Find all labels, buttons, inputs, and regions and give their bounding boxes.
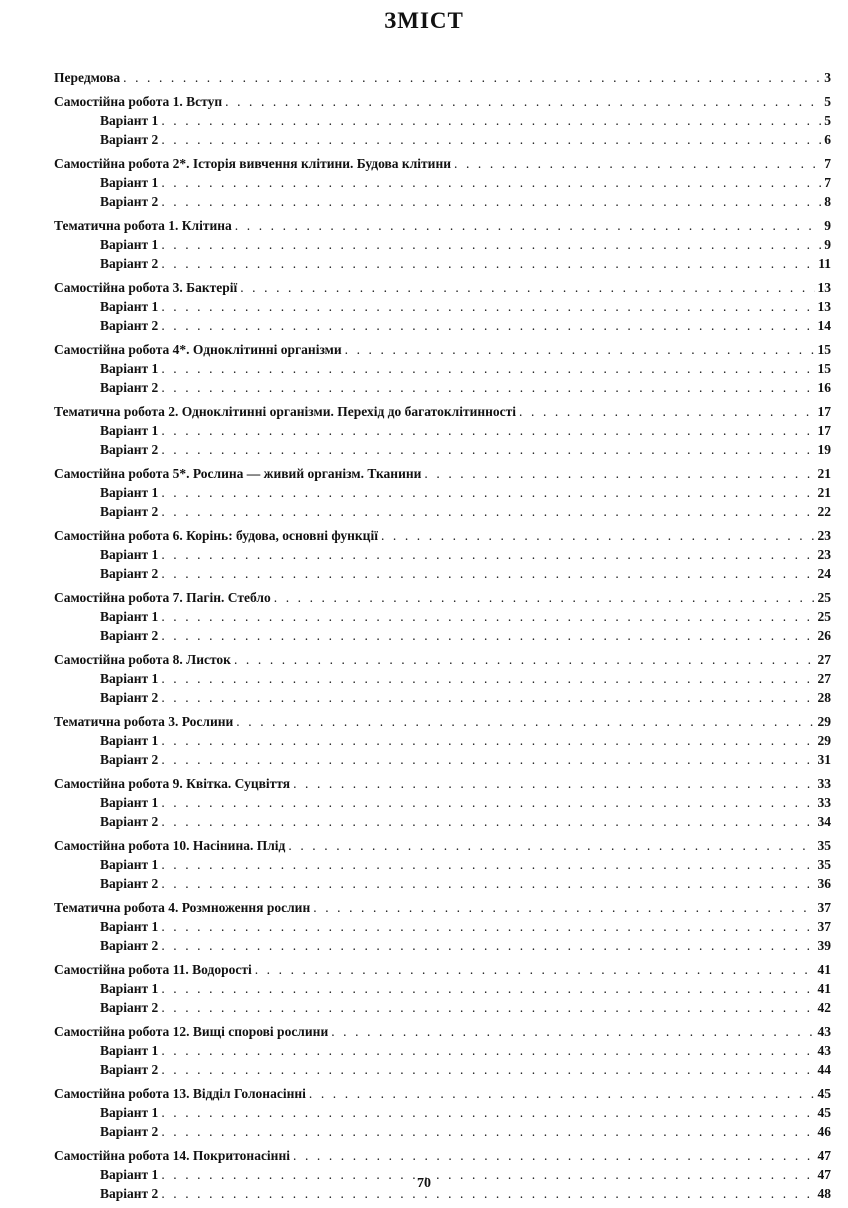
toc-page-number: 11 bbox=[818, 256, 831, 271]
toc-subentry[interactable] bbox=[54, 545, 831, 564]
toc-subentry[interactable] bbox=[54, 359, 831, 378]
toc-subentry-label: Варіант 2 bbox=[100, 318, 159, 333]
toc-entry-label: Самостійна робота 2*. Історія вивчення клітини. Будова клітини bbox=[54, 156, 452, 171]
toc-subentry-label: Варіант 2 bbox=[100, 132, 159, 147]
toc-entry[interactable] bbox=[54, 836, 831, 855]
dot-leader bbox=[161, 235, 821, 254]
toc-subentry[interactable] bbox=[54, 440, 831, 459]
toc-subentry-label: Варіант 2 bbox=[100, 1062, 159, 1077]
toc-section bbox=[54, 464, 831, 521]
toc-subentry[interactable] bbox=[54, 626, 831, 645]
page-number: 70 bbox=[417, 1176, 431, 1191]
toc-section bbox=[54, 340, 831, 397]
toc-entry-label: Самостійна робота 5*. Рослина — живий організм. Тканини bbox=[54, 466, 422, 481]
toc-page-number: 43 bbox=[817, 1024, 831, 1039]
dot-leader bbox=[161, 793, 814, 812]
dot-leader bbox=[293, 774, 814, 793]
toc-subentry[interactable] bbox=[54, 1041, 831, 1060]
toc-section bbox=[54, 712, 831, 769]
toc-subentry[interactable] bbox=[54, 917, 831, 936]
toc-entry[interactable] bbox=[54, 1146, 831, 1165]
toc-page-number: 6 bbox=[824, 132, 831, 147]
toc-subentry-label: Варіант 2 bbox=[100, 1124, 159, 1139]
dot-leader bbox=[161, 731, 814, 750]
dot-leader bbox=[161, 1041, 814, 1060]
toc-subentry[interactable] bbox=[54, 874, 831, 893]
toc-subentry[interactable] bbox=[54, 979, 831, 998]
toc-subentry[interactable] bbox=[54, 130, 831, 149]
toc-subentry-label: Варіант 2 bbox=[100, 504, 159, 519]
dot-leader bbox=[274, 588, 815, 607]
dot-leader bbox=[161, 936, 814, 955]
toc-subentry[interactable] bbox=[54, 1103, 831, 1122]
toc-subentry[interactable] bbox=[54, 750, 831, 769]
dot-leader bbox=[454, 154, 821, 173]
toc-subentry-label: Варіант 1 bbox=[100, 485, 159, 500]
toc-subentry[interactable] bbox=[54, 192, 831, 211]
toc-page-number: 45 bbox=[817, 1105, 831, 1120]
toc-subentry[interactable] bbox=[54, 998, 831, 1017]
toc-entry[interactable] bbox=[54, 68, 831, 87]
toc-subentry-label: Варіант 1 bbox=[100, 795, 159, 810]
toc-subentry-label: Варіант 1 bbox=[100, 671, 159, 686]
toc-page-number: 9 bbox=[824, 237, 831, 252]
dot-leader bbox=[161, 1060, 814, 1079]
dot-leader bbox=[519, 402, 814, 421]
toc-entry-label: Самостійна робота 14. Покритонасінні bbox=[54, 1148, 290, 1163]
toc-subentry-label: Варіант 1 bbox=[100, 299, 159, 314]
toc-entry-label: Самостійна робота 11. Водорості bbox=[54, 962, 252, 977]
toc-page-number: 14 bbox=[817, 318, 831, 333]
dot-leader bbox=[161, 421, 814, 440]
toc-page-number: 24 bbox=[817, 566, 831, 581]
toc-section bbox=[54, 1022, 831, 1079]
toc-page-number: 26 bbox=[817, 628, 831, 643]
toc-entry-label: Самостійна робота 6. Корінь: будова, основні функції bbox=[54, 528, 378, 543]
toc-page-number: 27 bbox=[817, 671, 831, 686]
dot-leader bbox=[161, 297, 814, 316]
toc-subentry-label: Варіант 2 bbox=[100, 876, 159, 891]
dot-leader bbox=[234, 650, 815, 669]
toc-subentry[interactable] bbox=[54, 731, 831, 750]
toc-page-number: 43 bbox=[817, 1043, 831, 1058]
toc-entry[interactable] bbox=[54, 774, 831, 793]
toc-page-number: 9 bbox=[824, 218, 831, 233]
dot-leader bbox=[161, 1122, 814, 1141]
dot-leader bbox=[161, 917, 814, 936]
toc-page-number: 5 bbox=[824, 113, 831, 128]
toc-page-number: 23 bbox=[817, 547, 831, 562]
dot-leader bbox=[225, 92, 821, 111]
toc-entry[interactable] bbox=[54, 402, 831, 421]
toc-subentry-label: Варіант 1 bbox=[100, 113, 159, 128]
toc-entry-label: Самостійна робота 8. Листок bbox=[54, 652, 231, 667]
dot-leader bbox=[161, 998, 814, 1017]
toc-section bbox=[54, 278, 831, 335]
dot-leader bbox=[345, 340, 815, 359]
toc-subentry-label: Варіант 1 bbox=[100, 857, 159, 872]
dot-leader bbox=[161, 359, 814, 378]
toc-entry-label: Самостійна робота 10. Насінина. Плід bbox=[54, 838, 286, 853]
toc-section bbox=[54, 1084, 831, 1141]
toc-subentry[interactable] bbox=[54, 936, 831, 955]
toc-page-number: 5 bbox=[824, 94, 831, 109]
toc-page-number: 13 bbox=[817, 299, 831, 314]
dot-leader bbox=[161, 483, 814, 502]
toc-section bbox=[54, 216, 831, 273]
toc-page-number: 7 bbox=[824, 175, 831, 190]
toc-section bbox=[54, 526, 831, 583]
toc-subentry-label: Варіант 2 bbox=[100, 1000, 159, 1015]
dot-leader bbox=[161, 607, 814, 626]
toc-subentry[interactable] bbox=[54, 688, 831, 707]
toc-section bbox=[54, 650, 831, 707]
toc-subentry-label: Варіант 1 bbox=[100, 1043, 159, 1058]
toc-entry-label: Тематична робота 4. Розмноження рослин bbox=[54, 900, 311, 915]
toc-entry[interactable] bbox=[54, 464, 831, 483]
dot-leader bbox=[161, 254, 815, 273]
toc-section bbox=[54, 402, 831, 459]
toc-page-number: 47 bbox=[817, 1148, 831, 1163]
toc-page-number: 34 bbox=[817, 814, 831, 829]
toc-subentry-label: Варіант 2 bbox=[100, 628, 159, 643]
dot-leader bbox=[161, 502, 814, 521]
toc-page-number: 37 bbox=[817, 900, 831, 915]
dot-leader bbox=[161, 855, 814, 874]
toc-subentry[interactable] bbox=[54, 483, 831, 502]
toc-subentry[interactable] bbox=[54, 502, 831, 521]
toc-subentry-label: Варіант 2 bbox=[100, 194, 159, 209]
dot-leader bbox=[161, 564, 814, 583]
toc-page-number: 28 bbox=[817, 690, 831, 705]
toc-subentry[interactable] bbox=[54, 235, 831, 254]
toc-subentry[interactable] bbox=[54, 316, 831, 335]
toc-section bbox=[54, 92, 831, 149]
toc-page-number: 15 bbox=[817, 361, 831, 376]
toc-section bbox=[54, 774, 831, 831]
toc-subentry-label: Варіант 1 bbox=[100, 919, 159, 934]
toc-subentry[interactable] bbox=[54, 1122, 831, 1141]
toc-subentry-label: Варіант 1 bbox=[100, 1167, 159, 1182]
toc-subentry-label: Варіант 1 bbox=[100, 1105, 159, 1120]
toc-page-number: 21 bbox=[817, 466, 831, 481]
toc-entry-label: Тематична робота 3. Рослини bbox=[54, 714, 234, 729]
toc-page-number: 42 bbox=[817, 1000, 831, 1015]
toc-subentry-label: Варіант 2 bbox=[100, 690, 159, 705]
toc-page-number: 46 bbox=[817, 1124, 831, 1139]
dot-leader bbox=[161, 669, 814, 688]
toc-subentry-label: Варіант 2 bbox=[100, 1186, 159, 1201]
dot-leader bbox=[161, 812, 814, 831]
dot-leader bbox=[161, 378, 814, 397]
page-title: ЗМІСТ bbox=[384, 8, 464, 33]
toc-entry[interactable] bbox=[54, 526, 831, 545]
toc-subentry-label: Варіант 2 bbox=[100, 814, 159, 829]
toc-subentry-label: Варіант 2 bbox=[100, 256, 159, 271]
toc-subentry-label: Варіант 2 bbox=[100, 380, 159, 395]
toc-subentry-label: Варіант 1 bbox=[100, 237, 159, 252]
toc-page-number: 33 bbox=[817, 776, 831, 791]
toc-page-number: 21 bbox=[817, 485, 831, 500]
toc-section bbox=[54, 588, 831, 645]
toc-subentry[interactable] bbox=[54, 1060, 831, 1079]
toc-subentry-label: Варіант 1 bbox=[100, 981, 159, 996]
dot-leader bbox=[235, 216, 821, 235]
toc-entry-label: Самостійна робота 4*. Одноклітинні організми bbox=[54, 342, 342, 357]
toc-entry[interactable] bbox=[54, 588, 831, 607]
toc-entry[interactable] bbox=[54, 340, 831, 359]
dot-leader bbox=[161, 1103, 814, 1122]
dot-leader bbox=[161, 874, 814, 893]
toc-page-number: 44 bbox=[817, 1062, 831, 1077]
toc-entry[interactable] bbox=[54, 1022, 831, 1041]
toc-page-number: 15 bbox=[817, 342, 831, 357]
toc-page-number: 31 bbox=[817, 752, 831, 767]
toc-subentry[interactable] bbox=[54, 607, 831, 626]
toc-page-number: 8 bbox=[824, 194, 831, 209]
toc-subentry[interactable] bbox=[54, 173, 831, 192]
dot-leader bbox=[293, 1146, 815, 1165]
dot-leader bbox=[161, 192, 821, 211]
toc-subentry-label: Варіант 2 bbox=[100, 566, 159, 581]
toc-subentry[interactable] bbox=[54, 297, 831, 316]
toc-subentry-label: Варіант 2 bbox=[100, 938, 159, 953]
dot-leader bbox=[161, 440, 814, 459]
toc-page-number: 45 bbox=[817, 1086, 831, 1101]
toc-entry-label: Самостійна робота 1. Вступ bbox=[54, 94, 223, 109]
toc-entry[interactable] bbox=[54, 154, 831, 173]
dot-leader bbox=[161, 626, 814, 645]
dot-leader bbox=[161, 130, 821, 149]
toc-entry-label: Тематична робота 1. Клітина bbox=[54, 218, 232, 233]
dot-leader bbox=[161, 688, 814, 707]
toc-page-number: 3 bbox=[824, 70, 831, 85]
dot-leader bbox=[161, 979, 814, 998]
toc-subentry[interactable] bbox=[54, 254, 831, 273]
toc-subentry-label: Варіант 1 bbox=[100, 361, 159, 376]
dot-leader bbox=[424, 464, 814, 483]
toc-subentry[interactable] bbox=[54, 669, 831, 688]
toc-entry-label: Передмова bbox=[54, 70, 121, 85]
dot-leader bbox=[123, 68, 821, 87]
toc-page-number: 22 bbox=[817, 504, 831, 519]
dot-leader bbox=[288, 836, 814, 855]
toc-entry-label: Самостійна робота 3. Бактерії bbox=[54, 280, 238, 295]
toc-entry-label: Тематична робота 2. Одноклітинні організми. Перехід до багатоклітинності bbox=[54, 404, 517, 419]
dot-leader bbox=[161, 111, 821, 130]
toc-entry[interactable] bbox=[54, 712, 831, 731]
toc-section bbox=[54, 154, 831, 211]
toc-page-number: 23 bbox=[817, 528, 831, 543]
dot-leader bbox=[161, 750, 814, 769]
toc-page-number: 29 bbox=[817, 733, 831, 748]
toc-entry[interactable] bbox=[54, 898, 831, 917]
toc-page-number: 41 bbox=[817, 962, 831, 977]
toc-page-number: 17 bbox=[817, 423, 831, 438]
dot-leader bbox=[331, 1022, 814, 1041]
toc-subentry[interactable] bbox=[54, 812, 831, 831]
toc-subentry[interactable] bbox=[54, 564, 831, 583]
toc-page-number: 33 bbox=[817, 795, 831, 810]
toc-page-number: 29 bbox=[817, 714, 831, 729]
toc-page-number: 47 bbox=[817, 1167, 831, 1182]
toc-page-number: 19 bbox=[817, 442, 831, 457]
toc-subentry[interactable] bbox=[54, 793, 831, 812]
toc-entry-label: Самостійна робота 13. Відділ Голонасінні bbox=[54, 1086, 306, 1101]
toc-section bbox=[54, 1146, 831, 1203]
dot-leader bbox=[161, 316, 814, 335]
toc-page-number: 13 bbox=[817, 280, 831, 295]
toc-page-number: 41 bbox=[817, 981, 831, 996]
dot-leader bbox=[161, 545, 814, 564]
toc-page-number: 35 bbox=[817, 857, 831, 872]
toc-section bbox=[54, 68, 831, 87]
toc-subentry[interactable] bbox=[54, 378, 831, 397]
toc-entry[interactable] bbox=[54, 960, 831, 979]
toc-entry-label: Самостійна робота 9. Квітка. Суцвіття bbox=[54, 776, 291, 791]
dot-leader bbox=[161, 173, 821, 192]
toc-page-number: 17 bbox=[817, 404, 831, 419]
toc-page-number: 37 bbox=[817, 919, 831, 934]
dot-leader bbox=[240, 278, 814, 297]
toc-subentry[interactable] bbox=[54, 421, 831, 440]
table-of-contents bbox=[54, 68, 831, 1208]
toc-subentry-label: Варіант 1 bbox=[100, 175, 159, 190]
toc-section bbox=[54, 836, 831, 893]
dot-leader bbox=[381, 526, 815, 545]
toc-subentry-label: Варіант 1 bbox=[100, 423, 159, 438]
toc-entry[interactable] bbox=[54, 92, 831, 111]
toc-page-number: 39 bbox=[817, 938, 831, 953]
toc-subentry[interactable] bbox=[54, 111, 831, 130]
toc-entry[interactable] bbox=[54, 278, 831, 297]
toc-page-number: 25 bbox=[817, 609, 831, 624]
toc-subentry-label: Варіант 1 bbox=[100, 733, 159, 748]
toc-entry-label: Самостійна робота 7. Пагін. Стебло bbox=[54, 590, 271, 605]
toc-subentry-label: Варіант 1 bbox=[100, 609, 159, 624]
toc-page-number: 16 bbox=[817, 380, 831, 395]
toc-subentry-label: Варіант 1 bbox=[100, 547, 159, 562]
toc-page-number: 25 bbox=[817, 590, 831, 605]
dot-leader bbox=[236, 712, 814, 731]
toc-entry[interactable] bbox=[54, 1084, 831, 1103]
toc-entry-label: Самостійна робота 12. Вищі спорові рослини bbox=[54, 1024, 329, 1039]
dot-leader bbox=[309, 1084, 815, 1103]
toc-entry[interactable] bbox=[54, 650, 831, 669]
toc-subentry-label: Варіант 2 bbox=[100, 752, 159, 767]
toc-page-number: 7 bbox=[824, 156, 831, 171]
toc-section bbox=[54, 960, 831, 1017]
toc-subentry-label: Варіант 2 bbox=[100, 442, 159, 457]
toc-page-number: 36 bbox=[817, 876, 831, 891]
toc-page-number: 35 bbox=[817, 838, 831, 853]
toc-page-number: 27 bbox=[817, 652, 831, 667]
toc-entry[interactable] bbox=[54, 216, 831, 235]
toc-page-number: 48 bbox=[817, 1186, 831, 1201]
dot-leader bbox=[313, 898, 814, 917]
toc-subentry[interactable] bbox=[54, 855, 831, 874]
dot-leader bbox=[255, 960, 815, 979]
toc-section bbox=[54, 898, 831, 955]
